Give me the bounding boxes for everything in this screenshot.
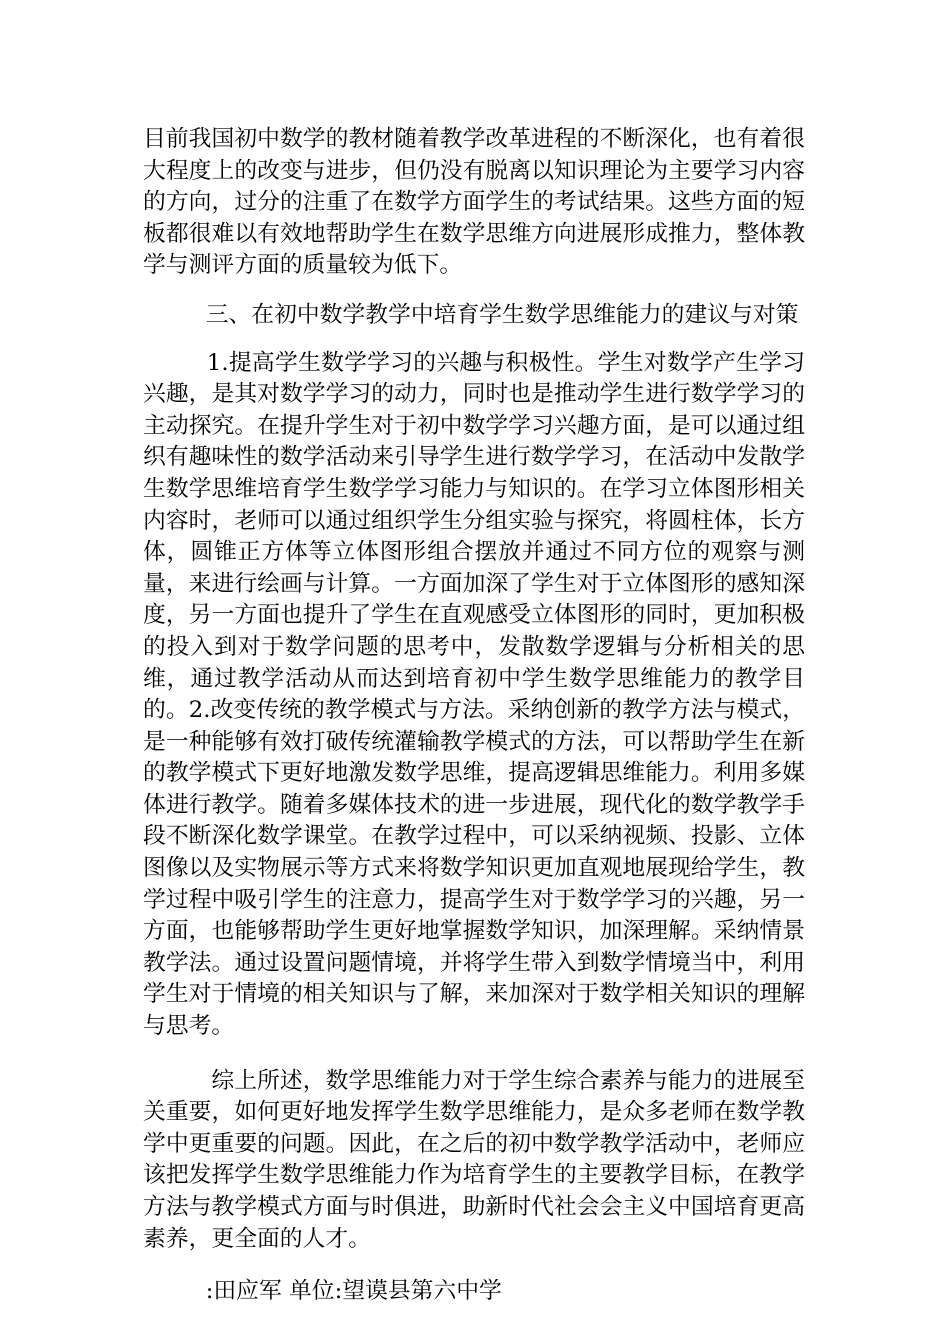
document-page bbox=[143, 124, 805, 1308]
body-paragraph: 目前我国初中数学的教材随着教学改革进程的不断深化，也有着很大程度上的改变与进步，但仍没有脱离以知识理论为主要学习内容的方向，过分的注重了在数学方面学生的考试结果。这些方面的短板都很难以有效地帮助学生在数学思维方向进展形成推力，整体教学与测评方面的质量较为低下。 bbox=[143, 126, 805, 279]
body-paragraph: 1.提高学生数学学习的兴趣与积极性。学生对数学产生学习兴趣，是其对数学学习的动力，同时也是推动学生进行数学学习的主动探究。在提升学生对于初中数学学习兴趣方面，是可以通过组织有趣味性的数学活动来引导学生进行数学学习，在活动中发散学生数学思维培育学生数学学习能力与知识的。在学习立体图形相关内容时，老师可以通过组织学生分组实验与探究，将圆柱体，长方体，圆锥正方体等立体图形组合摆放并通过不同方位的观察与测量，来进行绘画与计算。一方面加深了学生对于立体图形的感知深度，另一方面也提升了学生在直观感受立体图形的同时，更加积极的投入到对于数学问题的思考中，发散数学逻辑与分析相关的思维，通过教学活动从而达到培育初中学生数学思维能力的教学目的。2.改变传统的教学模式与方法。采纳创新的教学方法与模式，是一种能够有效打破传统灌输教学模式的方法，可以帮助学生在新的教学模式下更好地激发数学思维，提高逻辑思维能力。利用多媒体进行教学。随着多媒体技术的进一步进展，现代化的数学教学手段不断深化数学课堂。在教学过程中，可以采纳视频、投影、立体图像以及实物展示等方式来将数学知识更加直观地展现给学生，教学过程中吸引学生的注意力，提高学生对于数学学习的兴趣，另一方面，也能够帮助学生更好地掌握数学知识，加深理解。采纳情景教学法。通过设置问题情境，并将学生带入到数学情境当中，利用学生对于情境的相关知识与了解，来加深对于数学相关知识的理解与思考。 bbox=[143, 349, 805, 1040]
author-line: :田应军 单位:望谟县第六中学 bbox=[205, 1278, 502, 1305]
section-heading: 三、在初中数学教学中培育学生数学思维能力的建议与对策 bbox=[205, 301, 799, 328]
conclusion-paragraph: 综上所述，数学思维能力对于学生综合素养与能力的进展至关重要，如何更好地发挥学生数学思维能力，是众多老师在数学教学中更重要的问题。因此，在之后的初中数学教学活动中，老师应该把发挥学生数学思维能力作为培育学生的主要教学目标，在教学方法与教学模式方面与时俱进，助新时代社会会主义中国培育更高素养，更全面的人才。 bbox=[143, 1067, 805, 1252]
